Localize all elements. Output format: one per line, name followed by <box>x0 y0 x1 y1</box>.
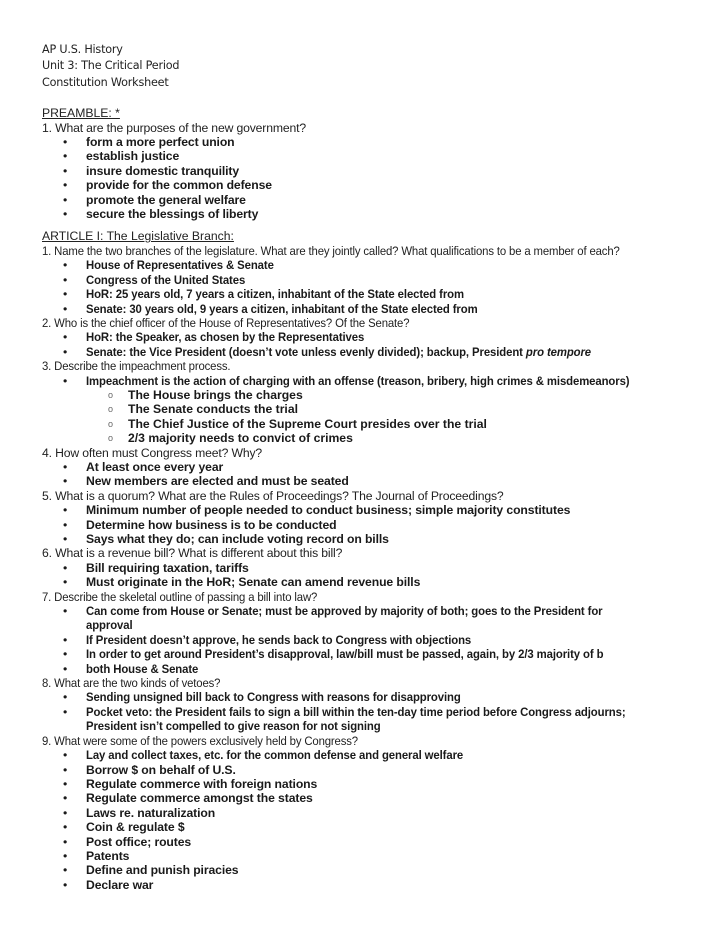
bullet-icon: • <box>63 647 68 662</box>
answer-list <box>42 330 722 359</box>
answer-item: • Senate: 30 years old, 9 years a citizen, inhabitant of the State elected from <box>63 301 478 316</box>
bullet-icon: • <box>63 560 68 575</box>
worksheet-title: Constitution Worksheet <box>42 75 169 89</box>
answer-item: • Congress of the United States <box>63 272 246 287</box>
answer-item: • In order to get around President’s disapproval, law/bill must be passed, again, by 2/3 majority of b <box>63 647 604 662</box>
bullet-icon: • <box>63 503 68 518</box>
answer-item: • Pocket veto: the President fails to sign a bill within the ten-day time period before Congress adjourns; President isn’t compelled to give reason for not signing <box>63 704 626 734</box>
bullet-icon: • <box>63 532 68 546</box>
answer-item: • insure domestic tranquility <box>63 163 240 178</box>
bullet-icon: • <box>63 877 68 892</box>
answer-item: • HoR: 25 years old, 7 years a citizen, inhabitant of the State elected from <box>63 287 464 302</box>
question-text: 3. Describe the impeachment process. <box>42 359 231 374</box>
bullet-icon: • <box>63 517 68 532</box>
answer-item: • provide for the common defense <box>63 178 272 193</box>
answer-list <box>42 503 722 546</box>
bullet-icon: • <box>63 258 68 273</box>
answer-item: • Define and punish piracies <box>63 863 239 878</box>
answer-item: • Post office; routes <box>63 834 192 849</box>
answer-item: • Regulate commerce with foreign nations <box>63 776 318 791</box>
sub-answer-item: o The Chief Justice of the Supreme Court presides over the trial <box>108 416 487 431</box>
answer-item: • New members are elected and must be seated <box>63 474 349 489</box>
bullet-icon: • <box>63 149 68 164</box>
answer-list <box>42 690 722 733</box>
bullet-icon: • <box>63 704 68 719</box>
bullet-icon: • <box>63 604 68 619</box>
question-text: 8. What are the two kinds of vetoes? <box>42 676 221 691</box>
answer-list <box>42 604 722 676</box>
section-heading-preamble: PREAMBLE: * <box>42 106 120 121</box>
bullet-icon: • <box>63 690 68 705</box>
answer-item: • At least once every year <box>63 459 224 474</box>
answer-item: • Minimum number of people needed to conduct business; simple majority constitutes <box>63 503 571 518</box>
answer-list <box>42 374 722 388</box>
bullet-icon: • <box>63 459 68 474</box>
sub-answer-item: o The Senate conducts the trial <box>108 402 298 417</box>
answer-item: • Lay and collect taxes, etc. for the common defense and general welfare <box>63 748 464 763</box>
answer-list <box>42 460 722 489</box>
bullet-icon: • <box>63 762 68 777</box>
answer-list <box>42 135 722 221</box>
answer-list <box>42 748 722 892</box>
answer-item: • House of Representatives & Senate <box>63 258 274 273</box>
bullet-icon: • <box>63 863 68 878</box>
question-text: 1. Name the two branches of the legislature. What are they jointly called? What qualifications to be a member of each? <box>42 243 620 258</box>
answer-item: • Says what they do; can include voting record on bills <box>63 532 389 546</box>
answer-item: • promote the general welfare <box>63 192 246 207</box>
bullet-icon: • <box>63 207 68 222</box>
answer-list <box>42 561 722 590</box>
bullet-icon: • <box>63 474 68 489</box>
circle-bullet-icon: o <box>108 433 114 444</box>
circle-bullet-icon: o <box>108 418 114 429</box>
bullet-icon: • <box>63 272 68 287</box>
sub-answer-item: o The House brings the charges <box>108 387 303 402</box>
bullet-icon: • <box>63 632 68 647</box>
answer-item: • both House & Senate <box>63 661 199 676</box>
answer-item: • Senate: the Vice President (doesn’t vote unless evenly divided); backup, President pro tempore <box>63 344 592 359</box>
answer-item: • establish justice <box>63 149 180 164</box>
answer-item: • Regulate commerce amongst the states <box>63 791 313 806</box>
bullet-icon: • <box>63 163 68 178</box>
answer-item: • Borrow $ on behalf of U.S. <box>63 762 236 777</box>
question-text: 6. What is a revenue bill? What is different about this bill? <box>42 546 343 561</box>
bullet-icon: • <box>63 848 68 863</box>
question-text: 4. How often must Congress meet? Why? <box>42 445 263 460</box>
answer-item: • Determine how business is to be conducted <box>63 517 337 532</box>
bullet-icon: • <box>63 344 68 359</box>
answer-item: • Laws re. naturalization <box>63 805 216 820</box>
answer-item: • If President doesn’t approve, he sends back to Congress with objections <box>63 632 472 647</box>
worksheet-page <box>42 42 722 892</box>
circle-bullet-icon: o <box>108 389 114 400</box>
bullet-icon: • <box>63 575 68 590</box>
answer-item: • Must originate in the HoR; Senate can amend revenue bills <box>63 575 421 590</box>
sub-answer-list <box>42 388 722 446</box>
answer-item: • Sending unsigned bill back to Congress with reasons for disapproving <box>63 690 461 705</box>
bullet-icon: • <box>63 776 68 791</box>
bullet-icon: • <box>63 330 68 345</box>
answer-list <box>42 258 722 316</box>
answer-item: • Declare war <box>63 877 154 892</box>
bullet-icon: • <box>63 805 68 820</box>
bullet-icon: • <box>63 820 68 835</box>
bullet-icon: • <box>63 135 68 150</box>
answer-item: • form a more perfect union <box>63 135 235 150</box>
bullet-icon: • <box>63 301 68 316</box>
question-text: 9. What were some of the powers exclusively held by Congress? <box>42 733 358 748</box>
answer-item: • Patents <box>63 848 130 863</box>
bullet-icon: • <box>63 748 68 763</box>
bullet-icon: • <box>63 373 68 388</box>
question-text: 1. What are the purposes of the new government? <box>42 120 306 135</box>
bullet-icon: • <box>63 834 68 849</box>
question-text: 7. Describe the skeletal outline of passing a bill into law? <box>42 589 318 604</box>
bullet-icon: • <box>63 791 68 806</box>
circle-bullet-icon: o <box>108 404 114 415</box>
answer-item: • secure the blessings of liberty <box>63 207 259 222</box>
bullet-icon: • <box>63 287 68 302</box>
unit-title: Unit 3: The Critical Period <box>42 59 180 73</box>
answer-item: • Can come from House or Senate; must be approved by majority of both; goes to the President for approval <box>63 604 603 633</box>
bullet-icon: • <box>63 661 68 676</box>
question-text: 5. What is a quorum? What are the Rules of Proceedings? The Journal of Proceedings? <box>42 488 504 503</box>
answer-item: • Coin & regulate $ <box>63 820 185 835</box>
section-heading-article-1: ARTICLE I: The Legislative Branch: <box>42 229 234 244</box>
bullet-icon: • <box>63 192 68 207</box>
question-text: 2. Who is the chief officer of the House of Representatives? Of the Senate? <box>42 315 410 330</box>
sub-answer-item: o 2/3 majority needs to convict of crimes <box>108 431 353 446</box>
course-title: AP U.S. History <box>42 43 123 56</box>
bullet-icon: • <box>63 178 68 193</box>
answer-item: • Impeachment is the action of charging with an offense (treason, bribery, high crimes & misdemeanors) <box>63 373 630 388</box>
answer-item: • Bill requiring taxation, tariffs <box>63 560 249 575</box>
answer-item: • HoR: the Speaker, as chosen by the Representatives <box>63 330 365 345</box>
